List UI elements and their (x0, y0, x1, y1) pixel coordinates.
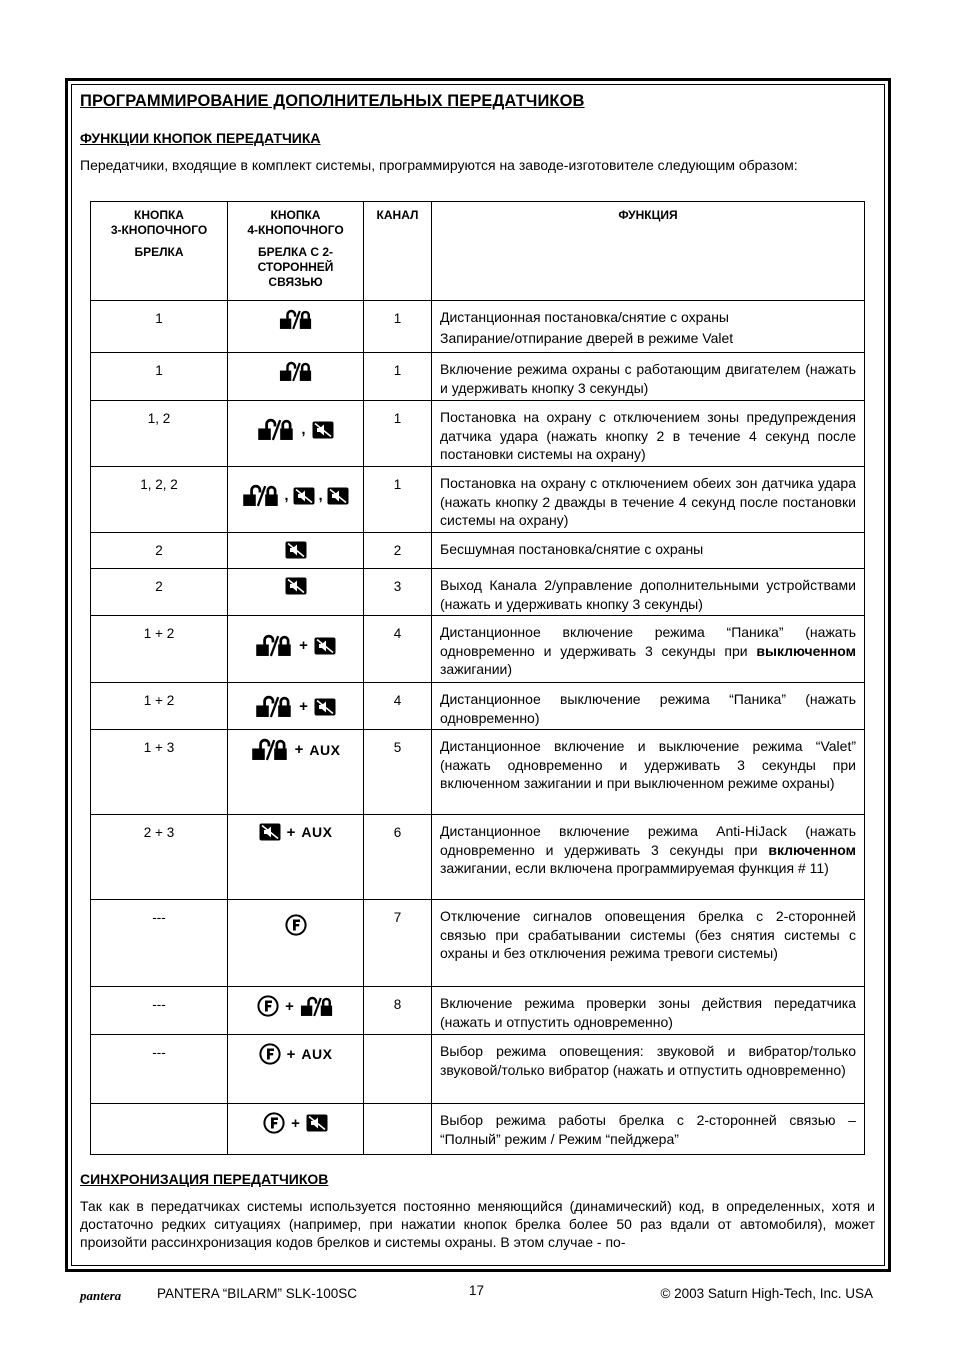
table-row (91, 301, 865, 353)
table-row (91, 401, 865, 467)
button4-cell: + AUX (228, 815, 364, 900)
lock-unlock-icon (255, 634, 293, 657)
button3-cell: 2 (91, 533, 228, 569)
f-button-icon (257, 995, 279, 1017)
button3-cell: --- (91, 900, 228, 987)
button4-cell: + AUX (228, 730, 364, 815)
pantera-logo: pantera (80, 1288, 122, 1303)
lock-unlock-icon (255, 695, 293, 718)
sync-paragraph: Так как в передатчиках системы используется постоянно меняющийся (динамический) код, в определенных, хотя и достаточно редких ситуациях (например, при нажатии кнопок брелка более 50 раз вдали от автомобиля), может произойти рассинхронизация кодов брелков и системы охраны. В этом случае - по- (80, 1198, 875, 1250)
function-cell: Постановка на охрану с отключением зоны предупреждения датчика удара (нажать кнопку 2 в течение 4 секунд после постановки системы на охрану) (432, 401, 865, 467)
header-channel: КАНАЛ (364, 202, 432, 301)
mute-icon (293, 487, 315, 505)
intro-paragraph: Передатчики, входящие в комплект системы, программируются на заводе-изготовителе следующим образом: (80, 157, 798, 173)
channel-cell: 4 (364, 683, 432, 730)
button4-cell (228, 353, 364, 401)
button4-cell (228, 900, 364, 987)
channel-cell: 3 (364, 569, 432, 616)
button3-cell: 1, 2 (91, 401, 228, 467)
function-cell: Дистанционная постановка/снятие с охраны Запирание/отпирание дверей в режиме Valet (432, 301, 865, 353)
function-cell: Включение режима охраны с работающим двигателем (нажать и удерживать кнопку 3 секунды) (432, 353, 865, 401)
button3-cell: 1 + 2 (91, 616, 228, 683)
channel-cell: 1 (364, 301, 432, 353)
table-row (91, 616, 865, 683)
button4-cell: + (228, 1104, 364, 1155)
button3-cell (91, 1104, 228, 1155)
function-cell: Дистанционное выключение режима “Паника” (нажать одновременно) (432, 683, 865, 730)
function-cell: Включение режима проверки зоны действия передатчика (нажать и отпустить одновременно) (432, 987, 865, 1035)
button-function-table (90, 201, 865, 1155)
lock-unlock-icon (279, 309, 313, 330)
button4-cell: + AUX (228, 1035, 364, 1104)
button3-cell: 1 + 2 (91, 683, 228, 730)
header-4-button-fob: КНОПКА 4-КНОПОЧНОГО БРЕЛКА С 2- СТОРОННЕЙ СВЯЗЬЮ (228, 202, 364, 301)
function-cell: Дистанционное включение режима “Паника” (нажать одновременно и удерживать 3 секунды при выключенном зажигании) (432, 616, 865, 683)
table-row (91, 353, 865, 401)
lock-unlock-icon (300, 996, 334, 1017)
lock-unlock-icon (251, 738, 289, 761)
section-title-sync: СИНХРОНИЗАЦИЯ ПЕРЕДАТЧИКОВ (80, 1171, 329, 1187)
header-3-button-fob: КНОПКА 3-КНОПОЧНОГО БРЕЛКА (91, 202, 228, 301)
button3-cell: 2 + 3 (91, 815, 228, 900)
lock-unlock-icon (242, 484, 280, 507)
channel-cell: 1 (364, 401, 432, 467)
channel-cell: 8 (364, 987, 432, 1035)
channel-cell: 1 (364, 353, 432, 401)
button3-cell: 2 (91, 569, 228, 616)
function-cell: Дистанционное включение режима Anti-HiJack (нажать одновременно и удерживать 3 секунды при включенном зажигании, если включена программируемая функция # 11) (432, 815, 865, 900)
button3-cell: --- (91, 987, 228, 1035)
table-header-row (91, 202, 865, 301)
button3-cell: 1, 2, 2 (91, 467, 228, 533)
section-title-button-functions: ФУНКЦИИ КНОПОК ПЕРЕДАТЧИКА (80, 130, 321, 146)
button3-cell: 1 (91, 301, 228, 353)
function-cell: Дистанционное включение и выключение режима “Valet” (нажать одновременно и удерживать 3 секунды при включенном зажигании и при выключенном режиме охраны) (432, 730, 865, 815)
channel-cell (364, 1035, 432, 1104)
function-cell: Отключение сигналов оповещения брелка с 2-сторонней связью при срабатывании системы (без снятия системы с охраны и без отключения режима тревоги системы) (432, 900, 865, 987)
page-number: 17 (469, 1283, 485, 1298)
mute-icon (259, 823, 281, 841)
channel-cell: 7 (364, 900, 432, 987)
button4-cell: , (228, 401, 364, 467)
channel-cell: 1 (364, 467, 432, 533)
mute-icon (306, 1114, 328, 1132)
aux-label: AUX (309, 741, 341, 758)
aux-label: AUX (301, 1046, 333, 1062)
table-row (91, 987, 865, 1035)
header-function: ФУНКЦИЯ (432, 202, 865, 301)
button4-cell (228, 533, 364, 569)
table-row (91, 900, 865, 987)
table-row (91, 730, 865, 815)
footer-copyright: © 2003 Saturn High-Tech, Inc. USA (660, 1286, 873, 1301)
function-cell: Выбор режима оповещения: звуковой и вибратор/только звуковой/только вибратор (нажать и отпустить одновременно) (432, 1035, 865, 1104)
function-cell: Постановка на охрану с отключением обеих зон датчика удара (нажать кнопку 2 дважды в течение 4 секунд после постановки системы на охрану) (432, 467, 865, 533)
f-button-icon (259, 1043, 281, 1065)
button3-cell: --- (91, 1035, 228, 1104)
mute-icon (285, 541, 307, 559)
table-row (91, 569, 865, 616)
mute-icon (327, 487, 349, 505)
f-button-icon (263, 1112, 285, 1134)
mute-icon (314, 637, 336, 655)
button4-cell: , , (228, 467, 364, 533)
f-button-icon (285, 914, 307, 936)
button4-cell: + (228, 616, 364, 683)
lock-unlock-icon (257, 418, 295, 441)
channel-cell (364, 1104, 432, 1155)
table-row (91, 1104, 865, 1155)
channel-cell: 6 (364, 815, 432, 900)
lock-unlock-icon (279, 361, 313, 382)
button3-cell: 1 (91, 353, 228, 401)
mute-icon (285, 577, 307, 595)
function-cell: Выбор режима работы брелка с 2-сторонней связью – “Полный” режим / Режим “пейджера” (432, 1104, 865, 1155)
channel-cell: 4 (364, 616, 432, 683)
footer-product: PANTERA “BILARM” SLK-100SC (157, 1286, 358, 1301)
mute-icon (312, 421, 334, 439)
button4-cell: + (228, 683, 364, 730)
mute-icon (314, 698, 336, 716)
button4-cell (228, 301, 364, 353)
table-row (91, 533, 865, 569)
table-row (91, 815, 865, 900)
channel-cell: 2 (364, 533, 432, 569)
button3-cell: 1 + 3 (91, 730, 228, 815)
function-cell: Выход Канала 2/управление дополнительными устройствами (нажать и удерживать кнопку 3 секунды) (432, 569, 865, 616)
page-title: ПРОГРАММИРОВАНИЕ ДОПОЛНИТЕЛЬНЫХ ПЕРЕДАТЧИКОВ (80, 92, 585, 110)
channel-cell: 5 (364, 730, 432, 815)
aux-label: AUX (301, 824, 333, 840)
function-cell: Бесшумная постановка/снятие с охраны (432, 533, 865, 569)
table-row (91, 683, 865, 730)
button4-cell (228, 569, 364, 616)
table-row (91, 467, 865, 533)
table-row (91, 1035, 865, 1104)
button4-cell: + (228, 987, 364, 1035)
